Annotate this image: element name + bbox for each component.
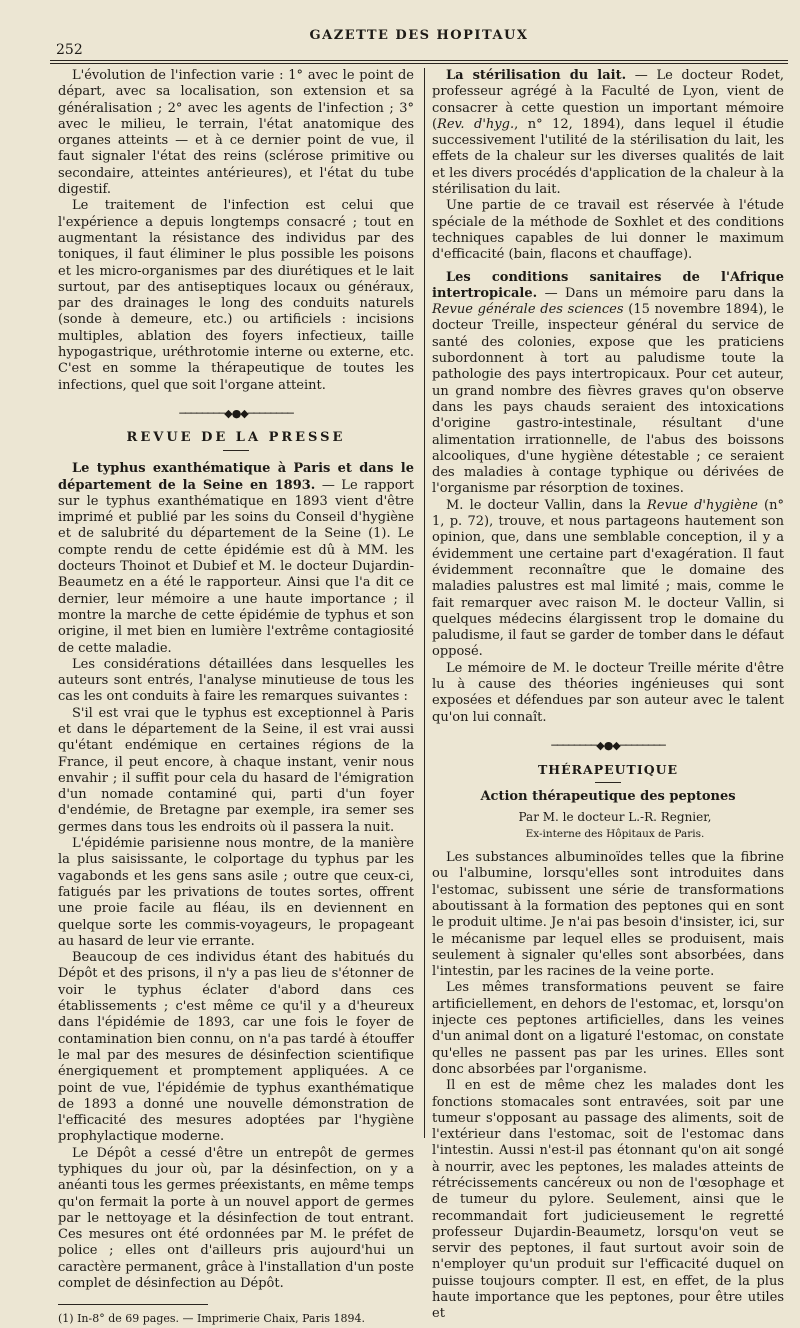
paragraph: Le traitement de l'infection est celui que l'expérience a depuis longtemps consacré ; tout en augmentant la résistance des individus par des toniques, il faut éliminer le plus possible les poisons et les micro-organismes par des diurétiques et le lait surtout, par des antiseptiques locaux ou généraux, par des drainages le long des conduits naturels (sonde à demeure, etc.) ou artificiels : incisions multiples, ablation des foyers infectieux, taille hypogastrique, uréthrotomie interne ou externe, etc. C'est en somme la thérapeutique de toutes les infections, quel que soit l'organe atteint. [58, 198, 414, 393]
paragraph: Le mémoire de M. le docteur Treille mérite d'être lu à cause des théories ingénieuses qui sont exposées et défendues par son auteur avec le talent qu'on lui connaît. [432, 660, 784, 725]
left-column [58, 68, 414, 1328]
section-ornament [58, 406, 414, 422]
byline-affiliation: Ex-interne des Hôpitaux de Paris. [525, 827, 705, 840]
byline: Par M. le docteur L.-R. Regnier, [518, 810, 712, 825]
page-number: 252 [56, 42, 83, 58]
article-lead-lait: La stérilisation du lait. [446, 68, 627, 83]
paragraph: Il en est de même chez les malades dont les fonctions stomacales sont entravées, soit par une tumeur s'opposant au passage des aliments, soit de l'extérieur dans l'estomac, soit de l'estomac dans l'intestin. Aussi n'est-il pas étonnant qu'on ait songé à nourrir, avec les peptones, les malades atteints de rétrécissements cancéreux ou non de l'œsophage et de tumeur du pylore. Seulement, ainsi que le recommandait fort judicieusement le regretté professeur Dujardin-Beaumetz, lorsqu'on veut se servir des peptones, il faut surtout avoir soin de n'employer qu'un produit sur l'efficacité duquel on puisse toujours compter. Il est, en effet, de la plus haute importance que les peptones, pour être utiles et [432, 1078, 784, 1322]
section-title-revue: REVUE DE LA PRESSE [126, 429, 346, 445]
paragraph: Les mêmes transformations peuvent se faire artificiellement, en dehors de l'estomac, et, lorsqu'on injecte ces peptones artificielles, dans les veines d'un animal dont on a ligaturé l'estomac, on constate qu'elles ne passent pas par les urines. Elles sont donc absorbées par l'organisme. [432, 980, 784, 1077]
paragraph-typhus-lead: Le typhus exanthématique à Paris et dans le département de la Seine en 1893. — Le rapport sur le typhus exanthématique en 1893 vient d'être imprimé et publié par les soins du Conseil d'hygiène et de salubrité du département de la Seine (1). Le compte rendu de cette épidémie est dû à MM. les docteurs Thoinot et Dubief et M. le docteur Dujardin-Beaumetz en a été le rapporteur. Ainsi que l'a dit ce dernier, leur mémoire a une haute importance ; il montre la marche de cette épidémie de typhus et son origine, il met bien en lumière l'extrême contagiosité de cette maladie. [58, 461, 414, 656]
column-divider [424, 68, 425, 1138]
paragraph: Les considérations détaillées dans lesquelles les auteurs sont entrés, l'analyse minutieuse de tous les cas les ont conduits à faire les remarques suivantes : [58, 656, 414, 705]
footnote: (1) In-8° de 69 pages. — Imprimerie Chaix, Paris 1894. [58, 1312, 366, 1326]
right-column [432, 68, 784, 1323]
paragraph: S'il est vrai que le typhus est exceptionnel à Paris et dans le département de la Seine, il est vrai aussi qu'étant endémique en certaines régions de la France, il peut encore, à chaque instant, venir nous envahir ; il suffit pour cela du hasard de l'émigration d'un nomade contaminé qui, parti d'un foyer d'endémie, de Bretagne par exemple, ira semer ses germes dans tous les endroits où il passera la nuit. [58, 705, 414, 835]
paragraph-lait: La stérilisation du lait. — Le docteur Rodet, professeur agrégé à la Faculté de Lyon, vient de consacrer à cette question un important mémoire (Rev. d'hyg., n° 12, 1894), dans lequel il étudie successivement l'utilité de la stérilisation du lait, les effets de la chaleur sur les diverses qualités de lait et les divers procédés d'application de la chaleur à la stérilisation du lait. [432, 68, 784, 198]
paragraph: Le Dépôt a cessé d'être un entrepôt de germes typhiques du jour où, par la désinfection, on y a anéanti tous les germes préexistants, en même temps qu'on fermait la porte à un nouvel apport de germes par le nettoyage et la désinfection de tout entrant. Ces mesures ont été ordonnées par M. le préfet de police ; elles ont d'ailleurs pris aujourd'hui un caractère permanent, grâce à l'installation d'un poste complet de désinfection au Dépôt. [58, 1145, 414, 1292]
article-title: Action thérapeutique des peptones [480, 789, 736, 805]
article-lead-typhus: Le typhus exanthématique à Paris et dans le département de la Seine en 1893. [58, 461, 414, 493]
short-rule [223, 450, 249, 451]
short-rule [595, 782, 621, 783]
page-header [50, 22, 788, 62]
header-rule-thin [50, 63, 788, 64]
section-title-therapeutique: THÉRAPEUTIQUE [537, 761, 679, 777]
paragraph: Beaucoup de ces individus étant des habitués du Dépôt et des prisons, il n'y a pas lieu de s'étonner de voir le typhus éclater d'abord dans ces établissements ; c'est même ce qu'il y a d'heureux dans l'épidémie de 1893, car une fois le foyer de contamination bien connu, on n'a pas tardé à étouffer le mal par des mesures de désinfection scientifique énergiquement et promptement appliquées. A ce point de vue, l'épidémie de typhus exanthématique de 1893 a donné une nouvelle démonstration de l'efficacité des mesures adoptées par l'hygiène prophylactique moderne. [58, 950, 414, 1145]
section-ornament [432, 738, 784, 754]
paragraph: Une partie de ce travail est réservée à l'étude spéciale de la méthode de Soxhlet et des conditions techniques capables de lui donner le maximum d'efficacité (bain, flacons et chauffage). [432, 198, 784, 263]
paragraph: L'évolution de l'infection varie : 1° avec le point de départ, avec sa localisation, son extension et sa généralisation ; 2° avec les agents de l'infection ; 3° avec le milieu, le terrain, l'état anatomique des organes atteints — et à ce dernier point de vue, il faut signaler l'état des reins (sclérose primitive ou secondaire, atteintes antérieures), et l'état du tube digestif. [58, 68, 414, 198]
paragraph: M. le docteur Vallin, dans la Revue d'hygiène (n° 1, p. 72), trouve, et nous partageons hautement son opinion, que, dans une semblable conception, il y a évidemment une certaine part d'exagération. Il faut évidemment reconnaître que le domaine des maladies palustres est mal limité ; mais, comme le fait remarquer avec raison M. le docteur Vallin, si quelques médecins élargissent trop le domaine du paludisme, il faut se garder de tomber dans le défaut opposé. [432, 497, 785, 660]
paragraph: L'épidémie parisienne nous montre, de la manière la plus saisissante, le colportage du typhus par les vagabonds et les gens sans asile ; outre que ceux-ci, fatigués par les privations de toutes sortes, offrent une proie facile au fléau, ils en deviennent en quelque sorte les commis-voyageurs, le propageant au hasard de leur vie errante. [58, 836, 414, 949]
article-lead-afrique: Les conditions sanitaires de l'Afrique intertropicale. [432, 269, 784, 301]
header-rule [50, 60, 788, 61]
footnote-rule [58, 1304, 208, 1305]
paragraph-afrique: Les conditions sanitaires de l'Afrique intertropicale. — Dans un mémoire paru dans la Revue générale des sciences (15 novembre 1894), le docteur Treille, inspecteur général du service de santé des colonies, expose que les praticiens subordonnent à tort au paludisme toute la pathologie des pays intertropicaux. Pour cet auteur, un grand nombre des fièvres graves qu'on observe dans les pays chauds seraient des intoxications d'origine gastro-intestinale, résultant d'une alimentation irrationnelle, de l'abus des boissons alcooliques, d'une hygiène détestable ; ce seraient des maladies à contage typhique ou dérivées de l'organisme par résorption de toxines. [432, 269, 785, 497]
paragraph: Les substances albuminoïdes telles que la fibrine ou l'albumine, lorsqu'elles sont introduites dans l'estomac, subissent une série de transformations aboutissant à la formation des peptones qui en sont le produit ultime. Je n'ai pas besoin d'insister, ici, sur le mécanisme par lequel elles se produisent, mais seulement à signaler qu'elles sont absorbées, dans l'intestin, par les racines de la veine porte. [432, 850, 784, 980]
running-title: GAZETTE DES HOPITAUX [309, 28, 529, 43]
